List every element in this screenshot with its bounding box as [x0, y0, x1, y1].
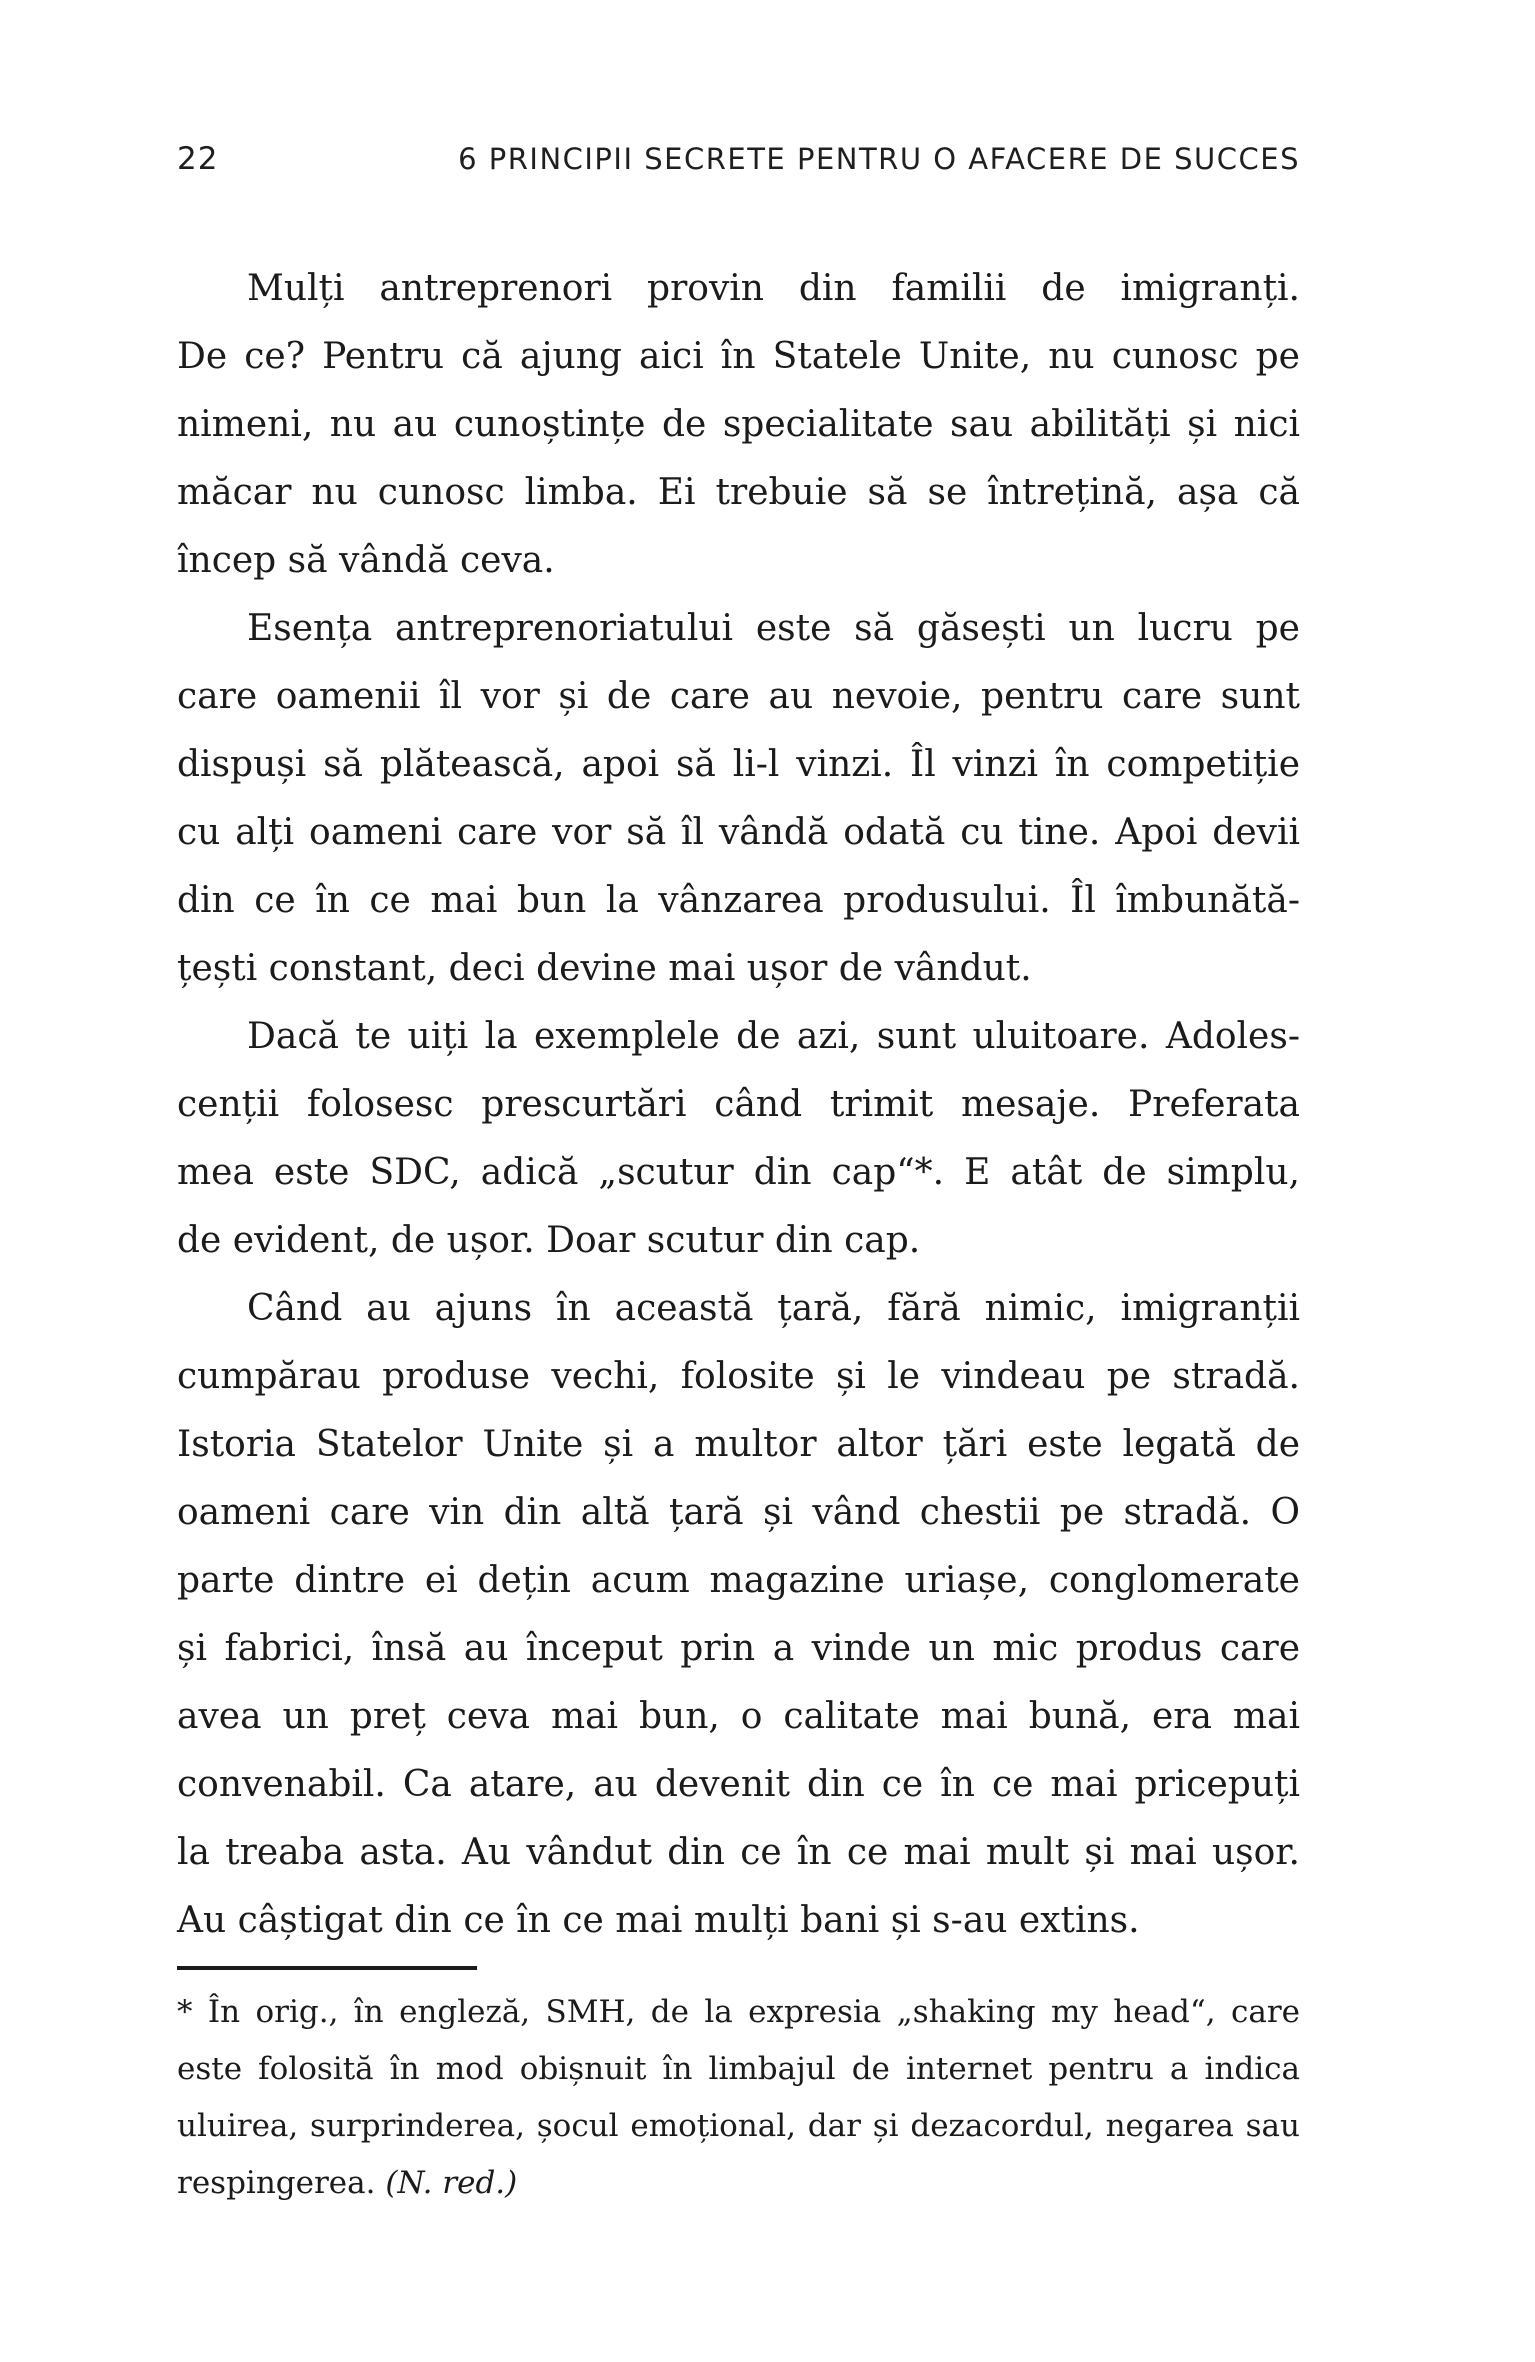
text-line: convenabil. Ca atare, au devenit din ce în ce mai pricepuți: [177, 1764, 1300, 1805]
page-number: 22: [177, 141, 219, 177]
text-line: uluirea, surprinderea, șocul emoțional, dar și dezacordul, negarea sau: [177, 2108, 1300, 2144]
text-line: de evident, de ușor. Doar scutur din cap.: [177, 1220, 921, 1261]
text-line: care oamenii îl vor și de care au nevoie, pentru care sunt: [177, 676, 1300, 717]
text-line: și fabrici, însă au început prin a vinde un mic produs care: [177, 1628, 1300, 1669]
footnote-last-line: [177, 2155, 1300, 2212]
text-line: mea este SDC, adică „scutur din cap“*. E atât de simplu,: [177, 1152, 1300, 1193]
body-text: [177, 255, 1300, 1955]
text-line: Esența antreprenoriatului este să găsești un lucru pe: [247, 608, 1300, 649]
text-line: la treaba asta. Au vândut din ce în ce mai mult și mai ușor.: [177, 1832, 1300, 1873]
running-head: 6 PRINCIPII SECRETE PENTRU O AFACERE DE SUCCES: [458, 142, 1300, 176]
text-line: avea un preț ceva mai bun, o calitate mai bună, era mai: [177, 1696, 1300, 1737]
text-line: De ce? Pentru că ajung aici în Statele Unite, nu cunosc pe: [177, 336, 1300, 377]
text-line: oameni care vin din altă țară și vând chestii pe stradă. O: [177, 1492, 1300, 1533]
editor-note: (N. red.): [385, 2165, 518, 2201]
text-line: parte dintre ei dețin acum magazine uriașe, conglomerate: [177, 1560, 1300, 1601]
text-line: Au câștigat din ce în ce mai mulți bani și s-au extins.: [177, 1900, 1140, 1941]
footnote: [177, 1984, 1300, 2212]
page-header: [177, 141, 1300, 177]
text-line: Mulți antreprenori provin din familii de imigranți.: [247, 268, 1300, 309]
text-line: * În orig., în engleză, SMH, de la expresia „shaking my head“, care: [177, 1994, 1300, 2030]
text-line: încep să vândă ceva.: [177, 540, 555, 581]
text-line: țești constant, deci devine mai ușor de vândut.: [177, 948, 1032, 989]
footnote-text: respingerea.: [177, 2165, 386, 2201]
text-line: Când au ajuns în această țară, fără nimic, imigranții: [247, 1288, 1300, 1329]
text-line: cenții folosesc prescurtări când trimit mesaje. Preferata: [177, 1084, 1300, 1125]
footnote-rule: [177, 1966, 477, 1970]
text-line: dispuși să plătească, apoi să li-l vinzi. Îl vinzi în competiție: [177, 744, 1300, 785]
text-line: cu alți oameni care vor să îl vândă odată cu tine. Apoi devii: [177, 812, 1300, 853]
text-line: din ce în ce mai bun la vânzarea produsului. Îl îmbunătă-: [177, 880, 1300, 921]
text-line: Istoria Statelor Unite și a multor altor țări este legată de: [177, 1424, 1300, 1465]
text-line: Dacă te uiți la exemplele de azi, sunt uluitoare. Adoles-: [247, 1016, 1300, 1057]
text-line: măcar nu cunosc limba. Ei trebuie să se întrețină, așa că: [177, 472, 1300, 513]
text-line: cumpărau produse vechi, folosite și le vindeau pe stradă.: [177, 1356, 1300, 1397]
text-line: nimeni, nu au cunoștințe de specialitate sau abilități și nici: [177, 404, 1300, 445]
text-line: este folosită în mod obișnuit în limbajul de internet pentru a indica: [177, 2051, 1300, 2087]
